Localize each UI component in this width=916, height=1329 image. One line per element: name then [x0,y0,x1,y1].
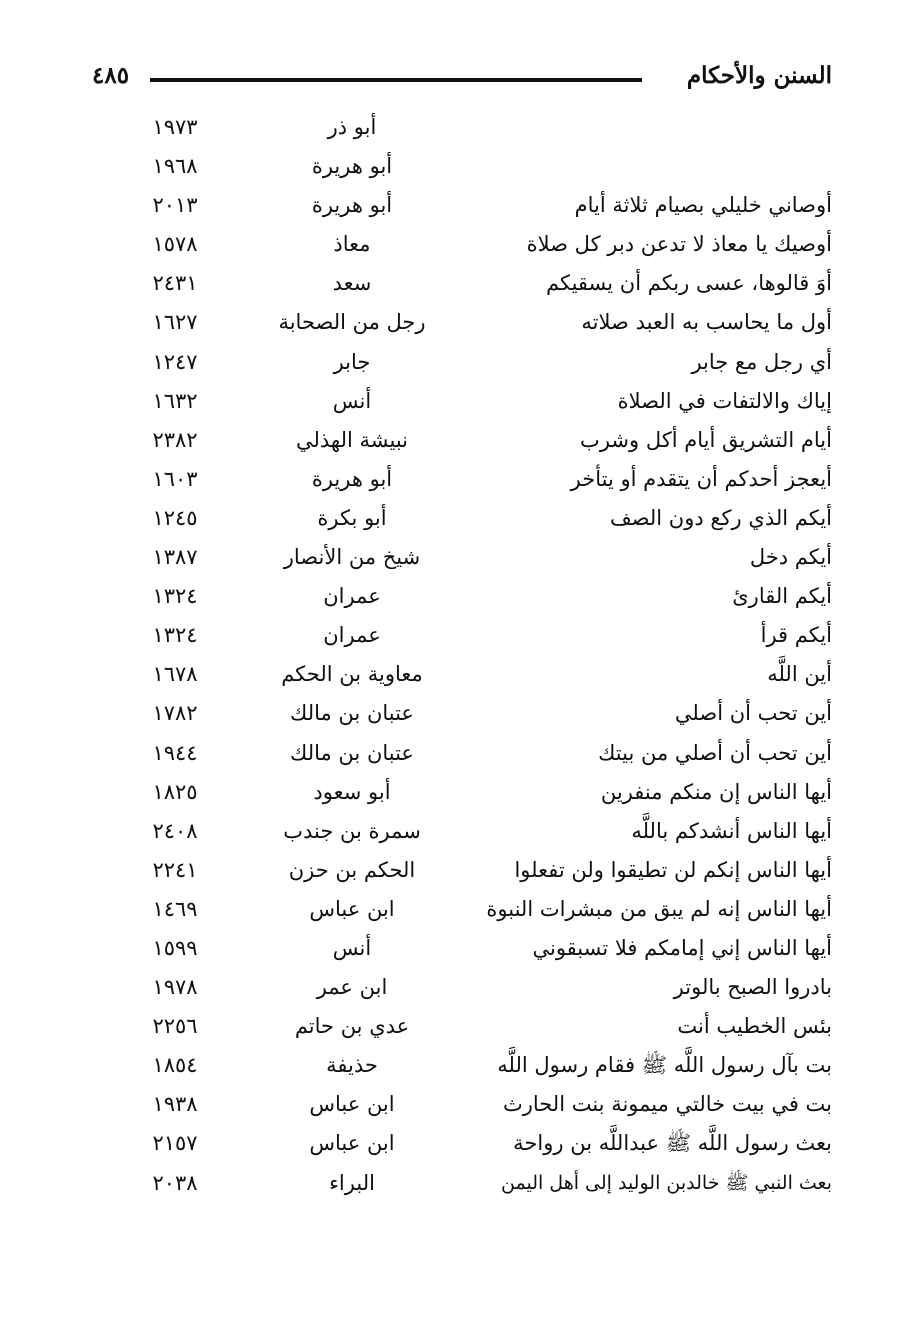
hadith-number: ٢٢٥٦ [152,1014,198,1039]
hadith-number: ١٣٨٧ [152,545,198,570]
narrator-name: أبو ذر [327,115,377,139]
narrator-name: شيخ من الأنصار [283,545,421,570]
narrator-name: عتبان بن مالك [290,740,414,765]
hadith-number: ١٩٣٨ [152,1092,198,1117]
narrator-name: أبو هريرة [311,193,393,218]
hadith-text: أيها الناس إنكم لن تطيقوا ولن تفعلوا [514,857,832,882]
narrator-name: ابن عباس [309,896,395,921]
hadith-text: أيها الناس إنه لم يبق من مبشرات النبوة [486,896,832,921]
hadith-text: أوصيك يا معاذ لا تدعن دبر كل صلاة [526,232,832,257]
narrator-name: أنس [332,388,372,413]
hadith-number: ٢٠١٣ [152,193,198,218]
index-row [0,186,916,225]
index-row [0,264,916,303]
index-row [0,421,916,460]
index-row [0,499,916,538]
hadith-number: ١٨٢٥ [152,779,198,804]
hadith-text: أيكم القارئ [732,584,832,609]
narrator-name: سعد [332,271,372,296]
narrator-name: رجل من الصحابة [278,310,426,335]
index-row [0,812,916,851]
hadith-number: ١٥٩٩ [152,935,198,960]
index-row [0,225,916,264]
hadith-text: أيكم الذي ركع دون الصف [609,505,832,530]
hadith-number: ١٩٧٣ [152,115,198,139]
hadith-text: أول ما يحاسب به العبد صلاته [581,310,832,335]
narrator-name: ابن عمر [316,975,388,1000]
narrator-name: أبو بكرة [317,505,387,530]
index-row [0,694,916,733]
page-header [92,60,832,100]
hadith-text: بادروا الصبح بالوتر [673,975,832,1000]
hadith-number: ٢٣٨٢ [152,427,198,452]
narrator-name: معاذ [333,232,371,257]
hadith-index-list [0,108,916,1203]
index-row [0,929,916,968]
hadith-text: أيها الناس أنشدكم باللَّه [631,818,832,843]
narrator-name: ابن عباس [309,1131,395,1156]
hadith-number: ٢٤٣١ [152,271,198,296]
index-row [0,890,916,929]
hadith-number: ١٦٧٨ [152,662,198,687]
hadith-text: أين اللَّه [767,662,832,687]
hadith-text: أوصاني خليلي بصيام ثلاثة أيام [574,193,832,218]
index-row [0,968,916,1007]
narrator-name: أبو هريرة [311,154,393,179]
narrator-name: حذيفة [326,1053,378,1078]
hadith-number: ١٩٧٨ [152,975,198,1000]
index-row [0,851,916,890]
hadith-text: أيكم دخل [749,545,832,570]
hadith-number: ١٥٧٨ [152,232,198,257]
narrator-name: معاوية بن الحكم [281,662,423,687]
hadith-number: ١٤٦٩ [152,896,198,921]
narrator-name: الحكم بن حزن [288,857,416,882]
hadith-number: ٢١٥٧ [152,1131,198,1156]
index-row [0,616,916,655]
hadith-number: ١٣٢٤ [152,584,198,609]
narrator-name: ابن عباس [309,1092,395,1117]
hadith-text: بعث رسول اللَّه ﷺ عبداللَّه بن رواحة [513,1131,832,1156]
narrator-name: جابر [333,349,371,374]
hadith-number: ١٦٣٢ [152,388,198,413]
hadith-text: أوَ قالوها، عسى ربكم أن يسقيكم [546,271,832,296]
index-row [0,1046,916,1085]
index-row [0,147,916,186]
narrator-name: البراء [329,1170,375,1195]
hadith-text: بت في بيت خالتي ميمونة بنت الحارث [502,1092,832,1117]
hadith-text: أيها الناس إن منكم منفرين [600,779,832,804]
index-row [0,460,916,499]
hadith-number: ٢٢٤١ [152,857,198,882]
narrator-name: عمران [323,584,381,609]
hadith-text: أيكم قرأ [760,623,832,648]
narrator-name: عتبان بن مالك [290,701,414,726]
narrator-name: أبو سعود [313,779,391,804]
narrator-name: عدي بن حاتم [294,1014,410,1039]
index-row [0,655,916,694]
index-row [0,343,916,382]
narrator-name: عمران [323,623,381,648]
hadith-text: إياك والالتفات في الصلاة [617,388,832,413]
index-row [0,382,916,421]
index-row [0,734,916,773]
hadith-text: أيام التشريق أيام أكل وشرب [580,427,832,452]
page-number: ٤٨٥ [92,62,130,89]
hadith-text: بئس الخطيب أنت [677,1014,832,1039]
hadith-number: ١٩٦٨ [152,154,198,179]
index-row [0,538,916,577]
hadith-text: أي رجل مع جابر [691,349,832,374]
hadith-number: ١٧٨٢ [152,701,198,726]
hadith-text: بت بآل رسول اللَّه ﷺ فقام رسول اللَّه [497,1053,832,1078]
index-row [0,577,916,616]
narrator-name: سمرة بن جندب [283,818,421,843]
narrator-name: نبيشة الهذلي [295,427,409,452]
hadith-number: ٢٤٠٨ [152,818,198,843]
header-rule [150,78,642,82]
hadith-number: ١٢٤٧ [152,349,198,374]
hadith-number: ٢٠٣٨ [152,1170,198,1195]
hadith-text: أيها الناس إني إمامكم فلا تسبقوني [532,935,832,960]
hadith-number: ١٨٥٤ [152,1053,198,1078]
index-row [0,303,916,342]
hadith-number: ١٣٢٤ [152,623,198,648]
hadith-text: أيعجز أحدكم أن يتقدم أو يتأخر [570,466,832,491]
hadith-number: ١٩٤٤ [152,740,198,765]
running-title: السنن والأحكام [686,62,832,89]
index-row [0,1085,916,1124]
hadith-number: ١٦٢٧ [152,310,198,335]
hadith-text: بعث النبي ﷺ خالدبن الوليد إلى أهل اليمن [501,1171,832,1194]
hadith-number: ١٢٤٥ [152,505,198,530]
index-row [0,1007,916,1046]
index-row [0,773,916,812]
narrator-name: أبو هريرة [311,466,393,491]
index-row [0,1124,916,1163]
hadith-text: أين تحب أن أصلي من بيتك [598,740,832,765]
hadith-text: أين تحب أن أصلي [674,701,832,726]
hadith-number: ١٦٠٣ [152,466,198,491]
narrator-name: أنس [332,935,372,960]
index-row [0,1164,916,1203]
index-row [0,108,916,147]
